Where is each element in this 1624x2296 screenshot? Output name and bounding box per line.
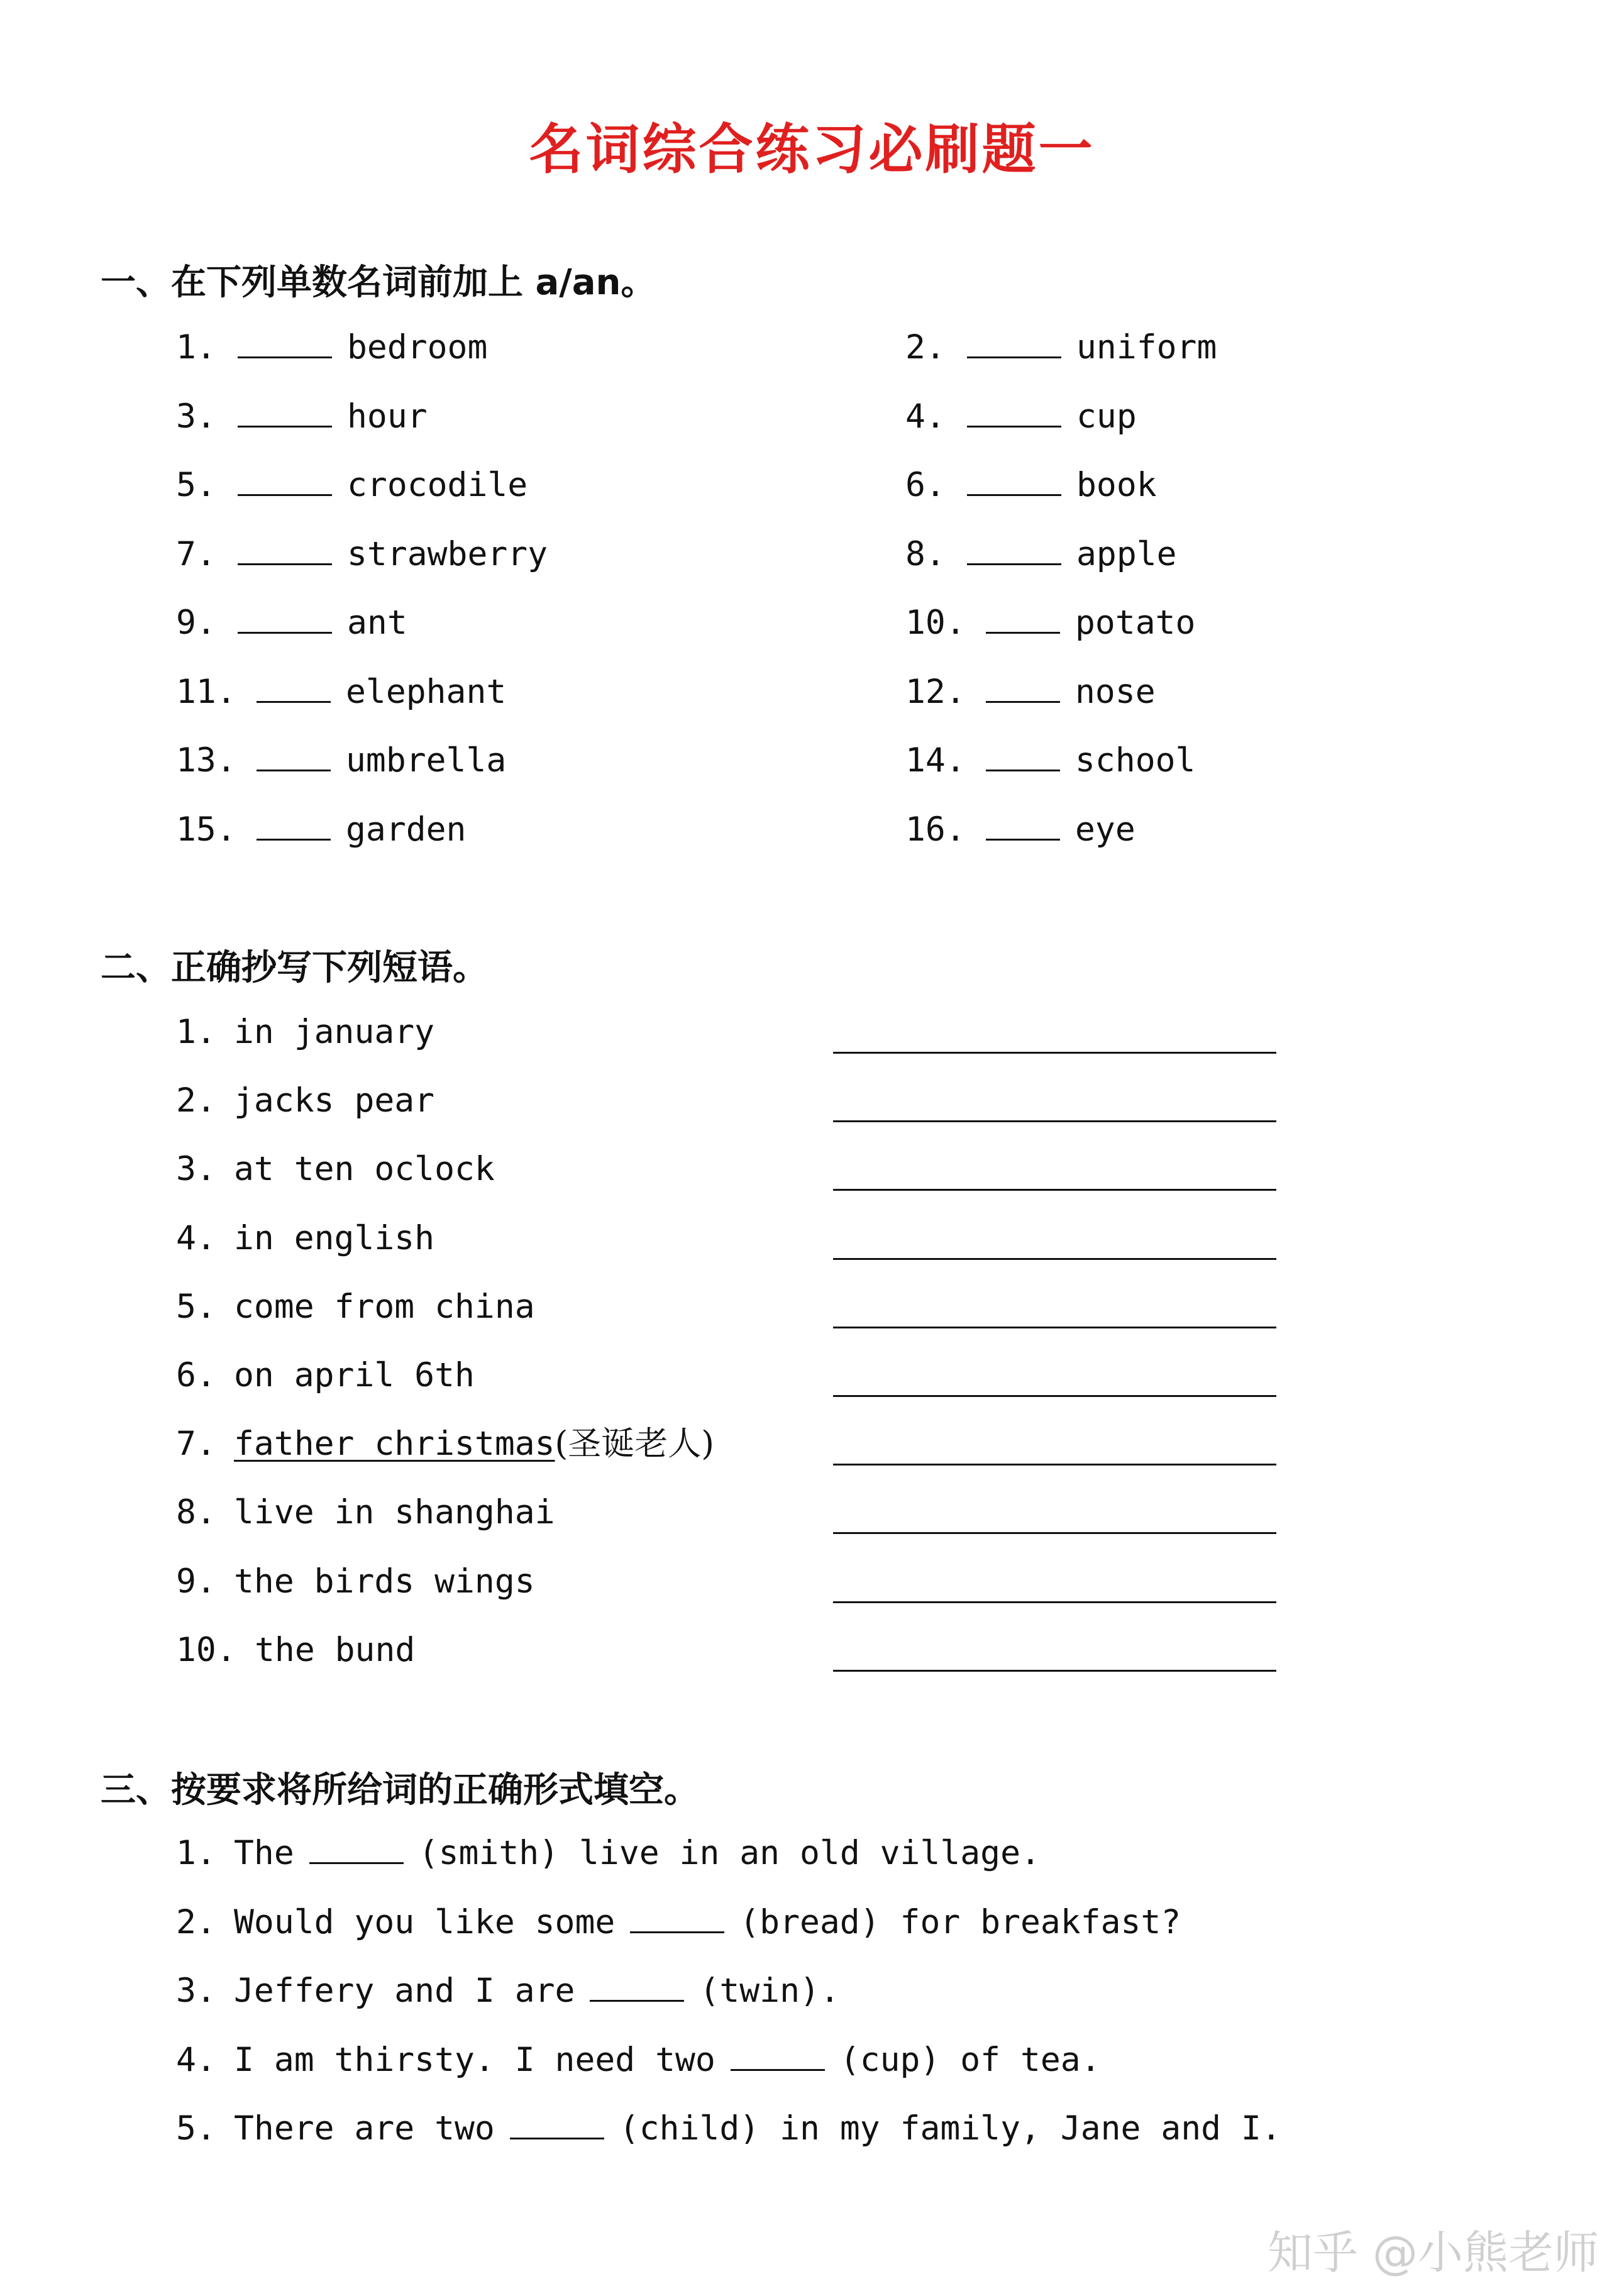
item-number: 14. (905, 741, 966, 780)
exercise-item (176, 601, 407, 645)
answer-blank[interactable] (309, 1832, 404, 1864)
item-word: strawberry (347, 534, 548, 573)
item-number: 3. (176, 397, 216, 436)
fill-item (176, 1901, 1181, 1945)
answer-line[interactable] (833, 1327, 1276, 1328)
item-number: 3. (176, 1150, 216, 1189)
item-number: 1. (176, 1013, 216, 1051)
exercise-item (176, 463, 528, 507)
item-word: apple (1076, 534, 1177, 573)
answer-blank[interactable] (986, 671, 1060, 703)
phrase-text: on april 6th (234, 1356, 475, 1394)
phrase-item (176, 1147, 495, 1191)
answer-blank[interactable] (967, 464, 1061, 496)
item-number: 2. (176, 1081, 216, 1120)
item-number: 6. (905, 466, 946, 504)
item-number: 7. (176, 1425, 216, 1464)
answer-line[interactable] (833, 1532, 1276, 1534)
item-number: 4. (176, 1218, 216, 1257)
phrase-item (176, 1354, 475, 1398)
answer-blank[interactable] (967, 533, 1061, 565)
sentence-end: (cup) of tea. (839, 2040, 1101, 2079)
phrase-item (176, 1217, 434, 1261)
exercise-item (905, 808, 1135, 852)
phrase-text: jacks pear (234, 1081, 435, 1120)
sentence-end: (smith) live in an old village. (418, 1834, 1041, 1872)
item-number: 16. (905, 810, 966, 849)
page-title: 名词综合练习必刷题一 (529, 118, 1095, 181)
item-word: garden (346, 810, 467, 849)
phrase-item (176, 1422, 714, 1466)
answer-blank[interactable] (238, 326, 332, 358)
watermark: 知乎 @小熊老师 (1268, 2226, 1599, 2279)
item-number: 5. (176, 2109, 216, 2148)
answer-blank[interactable] (986, 739, 1060, 771)
item-number: 6. (176, 1356, 216, 1394)
exercise-item (176, 533, 548, 577)
item-word: potato (1075, 604, 1196, 642)
exercise-item (905, 739, 1195, 783)
answer-blank[interactable] (731, 2039, 825, 2071)
answer-line[interactable] (833, 1395, 1276, 1397)
answer-blank[interactable] (590, 1970, 684, 2002)
answer-blank[interactable] (238, 602, 332, 634)
exercise-item (176, 739, 506, 783)
phrase-text: at ten oclock (234, 1150, 495, 1189)
item-word: eye (1075, 810, 1135, 849)
phrase-text: in english (234, 1218, 435, 1257)
phrase-item (176, 1628, 415, 1672)
item-number: 13. (176, 741, 236, 780)
phrase-text: the birds wings (234, 1562, 535, 1601)
answer-line[interactable] (833, 1189, 1276, 1191)
item-number: 8. (176, 1493, 216, 1532)
phrase-note: (圣诞老人) (555, 1425, 714, 1464)
item-number: 1. (176, 328, 216, 367)
item-number: 10. (176, 1630, 236, 1669)
item-number: 9. (176, 1562, 216, 1601)
item-number: 8. (905, 534, 946, 573)
phrase-item (176, 1010, 434, 1054)
exercise-item (176, 395, 428, 439)
exercise-item (905, 326, 1217, 370)
item-word: nose (1075, 672, 1156, 711)
item-number: 2. (905, 328, 946, 367)
answer-line[interactable] (833, 1258, 1276, 1260)
sentence-end: (child) in my family, Jane and I. (619, 2109, 1281, 2148)
section-1-heading: 一、在下列单数名词前加上 a/an。 (101, 262, 656, 303)
sentence-start: There are two (234, 2109, 495, 2148)
section-2-heading: 二、正确抄写下列短语。 (101, 947, 488, 988)
fill-item (176, 1969, 840, 2013)
answer-blank[interactable] (238, 533, 332, 565)
answer-blank[interactable] (967, 395, 1061, 428)
item-number: 11. (176, 672, 236, 711)
item-number: 5. (176, 466, 216, 504)
answer-blank[interactable] (257, 809, 331, 841)
phrase-text: father christmas (234, 1425, 555, 1464)
fill-item (176, 1831, 1041, 1875)
item-number: 1. (176, 1834, 216, 1872)
exercise-item (176, 808, 466, 852)
answer-blank[interactable] (986, 809, 1060, 841)
item-word: crocodile (347, 466, 528, 504)
item-word: bedroom (347, 328, 488, 367)
item-number: 4. (905, 397, 946, 436)
exercise-item (176, 670, 506, 714)
exercise-item (905, 463, 1157, 507)
item-word: elephant (346, 672, 507, 711)
item-number: 9. (176, 604, 216, 642)
item-word: school (1075, 741, 1196, 780)
answer-blank[interactable] (986, 602, 1060, 634)
answer-blank[interactable] (967, 326, 1061, 358)
answer-line[interactable] (833, 1601, 1276, 1603)
sentence-start: Would you like some (234, 1902, 616, 1941)
exercise-item (905, 601, 1195, 645)
item-number: 12. (905, 672, 966, 711)
item-word: book (1076, 466, 1157, 504)
phrase-text: the bund (255, 1630, 416, 1669)
answer-line[interactable] (833, 1464, 1276, 1465)
answer-blank[interactable] (238, 464, 332, 496)
item-word: ant (347, 604, 407, 642)
item-number: 2. (176, 1902, 216, 1941)
phrase-item (176, 1079, 434, 1123)
sentence-start: The (234, 1834, 294, 1872)
item-number: 10. (905, 604, 966, 642)
item-word: hour (347, 397, 428, 436)
exercise-item (905, 395, 1137, 439)
phrase-item (176, 1491, 555, 1535)
sentence-end: (twin). (699, 1972, 840, 2010)
item-number: 7. (176, 534, 216, 573)
exercise-item (905, 533, 1177, 577)
answer-blank[interactable] (630, 1901, 724, 1933)
item-number: 4. (176, 2040, 216, 2079)
phrase-text: live in shanghai (234, 1493, 555, 1532)
item-word: uniform (1076, 328, 1217, 367)
phrase-text: come from china (234, 1287, 535, 1326)
answer-line[interactable] (833, 1052, 1276, 1054)
answer-line[interactable] (833, 1120, 1276, 1122)
sentence-start: Jeffery and I are (234, 1972, 575, 2010)
fill-item (176, 2038, 1101, 2082)
item-number: 3. (176, 1972, 216, 2010)
fill-item (176, 2107, 1281, 2151)
answer-blank[interactable] (238, 395, 332, 428)
phrase-item (176, 1560, 535, 1604)
exercise-item (905, 670, 1156, 714)
section-3-heading: 三、按要求将所给词的正确形式填空。 (101, 1770, 699, 1811)
answer-blank[interactable] (257, 739, 331, 771)
item-word: cup (1076, 397, 1137, 436)
answer-blank[interactable] (257, 671, 331, 703)
phrase-text: in january (234, 1013, 435, 1051)
sentence-end: (bread) for breakfast? (739, 1902, 1181, 1941)
item-number: 5. (176, 1287, 216, 1326)
item-number: 15. (176, 810, 236, 849)
phrase-item (176, 1285, 535, 1329)
item-word: umbrella (346, 741, 507, 780)
answer-line[interactable] (833, 1670, 1276, 1672)
answer-blank[interactable] (510, 2107, 604, 2139)
sentence-start: I am thirsty. I need two (234, 2040, 715, 2079)
exercise-item (176, 326, 487, 370)
